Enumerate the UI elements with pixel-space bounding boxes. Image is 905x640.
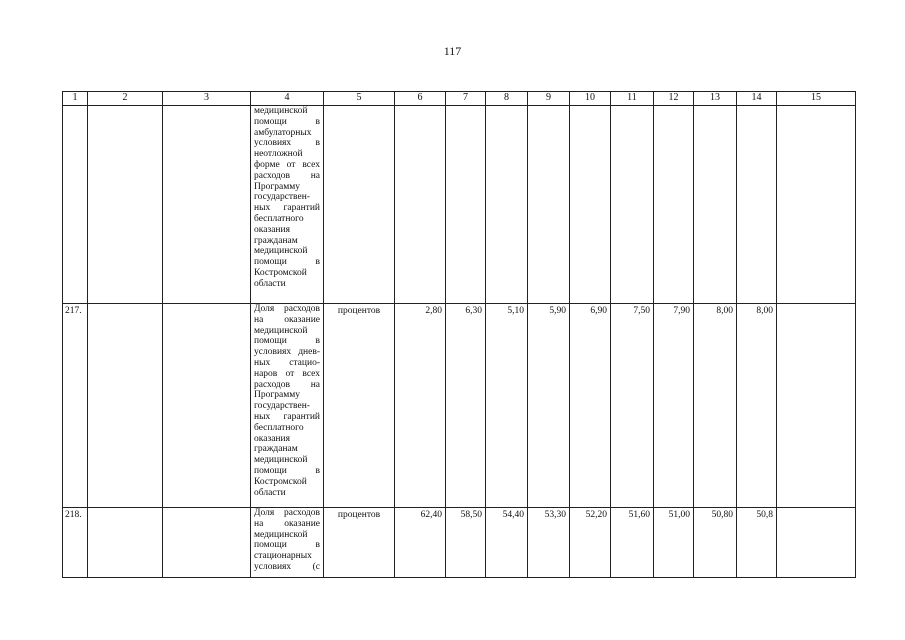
- value-cell: 54,40: [486, 508, 528, 578]
- value-cell: 58,50: [446, 508, 486, 578]
- value-cell: [654, 106, 694, 304]
- description-line: расходов на: [254, 379, 320, 390]
- cell-col-15: [777, 508, 856, 578]
- description-line: условиях днев-: [254, 347, 320, 358]
- header-cell: 6: [395, 92, 446, 106]
- cell-col-15: [777, 106, 856, 304]
- row-number: [63, 106, 88, 304]
- description-line: форме от всех: [254, 159, 320, 170]
- value-cell: [570, 106, 611, 304]
- description-line: Доля расходов: [254, 304, 320, 314]
- description-line: медицинской: [254, 106, 308, 116]
- description-line: Доля расходов: [254, 508, 320, 518]
- description-line: области: [254, 487, 286, 498]
- row-number: 218.: [63, 508, 88, 578]
- cell-col-3: [163, 106, 251, 304]
- description-line: ных стацио-: [254, 357, 320, 368]
- description-line: на оказание: [254, 314, 320, 325]
- header-cell: 4: [251, 92, 324, 106]
- indicator-description: [251, 106, 324, 304]
- description-line: помощи в: [254, 116, 320, 127]
- description-line: неотложной: [254, 149, 303, 160]
- description-line: Программу: [254, 390, 300, 401]
- description-line: стационарных: [254, 551, 312, 562]
- value-cell: [446, 106, 486, 304]
- description-line: Костромской: [254, 476, 307, 487]
- cell-col-3: [163, 304, 251, 508]
- description-line: медицинской: [254, 246, 308, 257]
- unit-of-measure: процентов: [324, 304, 395, 508]
- description-line: гражданам: [254, 444, 298, 455]
- cell-col-3: [163, 508, 251, 578]
- description-line: ных гарантий: [254, 411, 320, 422]
- description-line: на оказание: [254, 518, 320, 529]
- header-cell: 1: [63, 92, 88, 106]
- description-line: расходов на: [254, 170, 320, 181]
- description-line: оказания: [254, 224, 290, 235]
- value-cell: 52,20: [570, 508, 611, 578]
- value-cell: 51,00: [654, 508, 694, 578]
- description-line: оказания: [254, 433, 290, 444]
- description-line: медицинской: [254, 529, 308, 540]
- value-cell: 8,00: [737, 304, 777, 508]
- header-cell: 13: [694, 92, 737, 106]
- value-cell: [611, 106, 654, 304]
- indicator-description: [251, 508, 324, 578]
- value-cell: 7,90: [654, 304, 694, 508]
- value-cell: 2,80: [395, 304, 446, 508]
- header-cell: 10: [570, 92, 611, 106]
- value-cell: 6,30: [446, 304, 486, 508]
- table-row: [63, 106, 856, 304]
- value-cell: [486, 106, 528, 304]
- value-cell: 5,10: [486, 304, 528, 508]
- description-line: помощи в: [254, 257, 320, 268]
- description-line: Костромской: [254, 267, 307, 278]
- description-line: помощи в: [254, 336, 320, 347]
- description-line: наров от всех: [254, 368, 320, 379]
- header-cell: 11: [611, 92, 654, 106]
- value-cell: 62,40: [395, 508, 446, 578]
- value-cell: 8,00: [694, 304, 737, 508]
- header-cell: 14: [737, 92, 777, 106]
- value-cell: 51,60: [611, 508, 654, 578]
- description-line: амбулаторных: [254, 127, 312, 138]
- cell-col-2: [88, 304, 163, 508]
- unit-of-measure: процентов: [324, 508, 395, 578]
- value-cell: 50,8: [737, 508, 777, 578]
- table-row: [63, 508, 856, 578]
- table-row: [63, 304, 856, 508]
- unit-of-measure: [324, 106, 395, 304]
- description-line: ных гарантий: [254, 203, 320, 214]
- description-line: медицинской: [254, 455, 308, 466]
- header-cell: 2: [88, 92, 163, 106]
- header-cell: 3: [163, 92, 251, 106]
- description-line: Программу: [254, 181, 300, 192]
- indicator-table: [62, 91, 856, 578]
- value-cell: [528, 106, 570, 304]
- header-cell: 7: [446, 92, 486, 106]
- header-cell: 12: [654, 92, 694, 106]
- value-cell: 53,30: [528, 508, 570, 578]
- description-line: бесплатного: [254, 213, 304, 224]
- description-line: государствен-: [254, 401, 310, 412]
- value-cell: 5,90: [528, 304, 570, 508]
- description-line: государствен-: [254, 192, 310, 203]
- description-line: бесплатного: [254, 422, 304, 433]
- description-line: условиях (с: [254, 561, 320, 572]
- header-row: [63, 92, 856, 106]
- value-cell: 50,80: [694, 508, 737, 578]
- indicator-description: [251, 304, 324, 508]
- description-line: условиях в: [254, 138, 320, 149]
- description-line: помощи в: [254, 465, 320, 476]
- cell-col-2: [88, 508, 163, 578]
- cell-col-15: [777, 304, 856, 508]
- description-line: медицинской: [254, 325, 308, 336]
- cell-col-2: [88, 106, 163, 304]
- value-cell: [737, 106, 777, 304]
- description-line: области: [254, 278, 286, 289]
- value-cell: 7,50: [611, 304, 654, 508]
- value-cell: [694, 106, 737, 304]
- header-cell: 5: [324, 92, 395, 106]
- value-cell: 6,90: [570, 304, 611, 508]
- header-cell: 9: [528, 92, 570, 106]
- description-line: помощи в: [254, 540, 320, 551]
- row-number: 217.: [63, 304, 88, 508]
- header-cell: 8: [486, 92, 528, 106]
- page-number: 117: [443, 44, 462, 58]
- description-line: гражданам: [254, 235, 298, 246]
- value-cell: [395, 106, 446, 304]
- header-cell: 15: [777, 92, 856, 106]
